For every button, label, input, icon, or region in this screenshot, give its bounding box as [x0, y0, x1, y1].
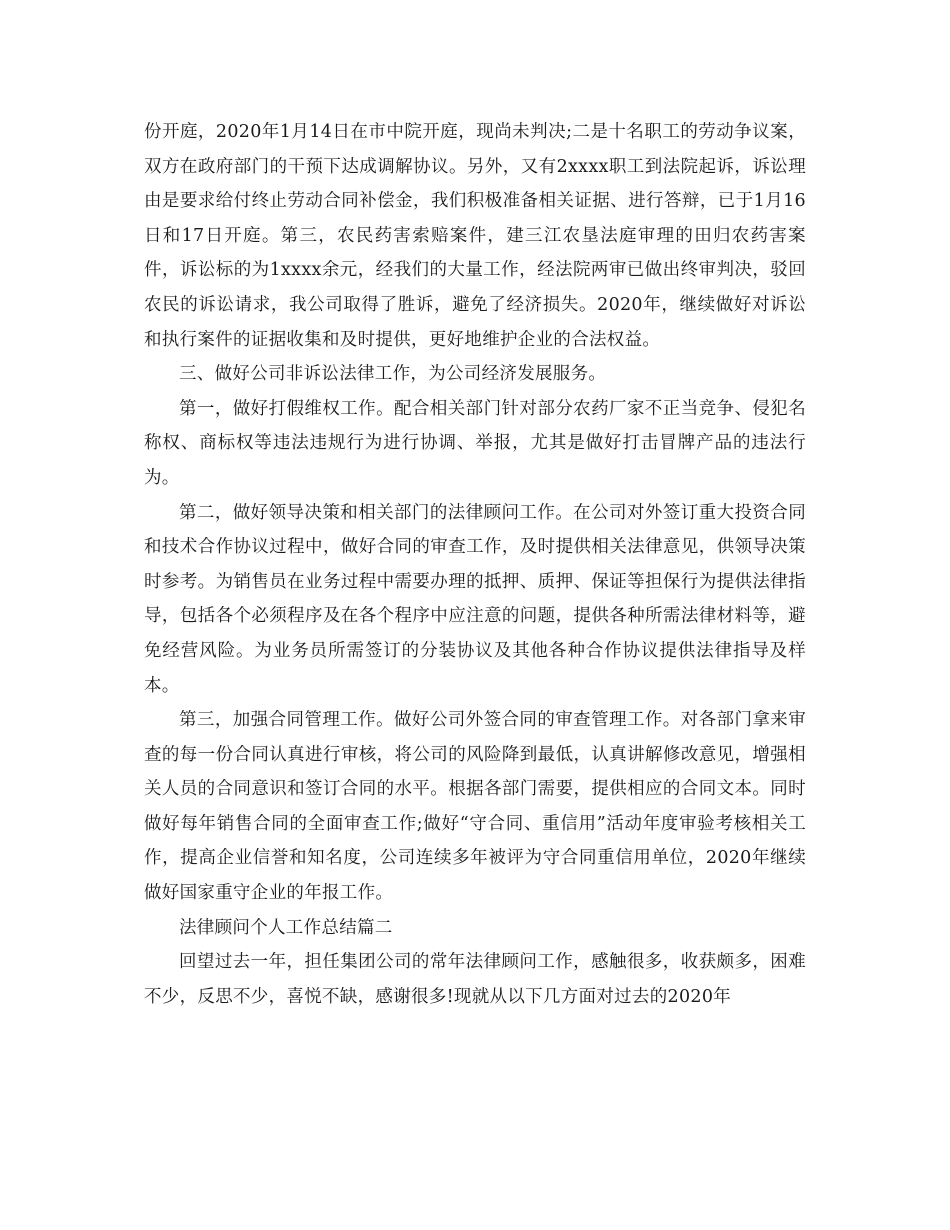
document-body [144, 115, 806, 1014]
paragraph-contract-management: 第三，加强合同管理工作。做好公司外签合同的审查管理工作。对各部门拿来审查的每一份合同认真进行审核，将公司的风险降到最低，认真讲解修改意见，增强相关人员的合同意识和签订合同的水平。根据各部门需要，提供相应的合同文本。同时做好每年销售合同的全面审查工作;做好“守合同、重信用”活动年度审验考核相关工作，提高企业信誉和知名度，公司连续多年被评为守合同重信用单位，2020年继续做好国家重守企业的年报工作。 [144, 710, 806, 904]
paragraph-litigation-cases: 份开庭，2020年1月14日在市中院开庭，现尚未判决;二是十名职工的劳动争议案，双方在政府部门的干预下达成调解协议。另外，又有2xxxx职工到法院起诉，诉讼理由是要求给付终止劳动合同补偿金，我们积极准备相关证据、进行答辩，已于1月16日和17日开庭。第三，农民药害索赔案件，建三江农垦法庭审理的田归农药害案件，诉讼标的为1xxxx余元，经我们的大量工作，经法院两审已做出终审判决，驳回农民的诉讼请求，我公司取得了胜诉，避免了经济损失。2020年，继续做好对诉讼和执行案件的证据收集和及时提供，更好地维护企业的合法权益。 [144, 122, 806, 350]
paragraph-year-review: 回望过去一年，担任集团公司的常年法律顾问工作，感触很多，收获颇多，困难不少，反思不少，喜悦不缺，感谢很多!现就从以下几方面对过去的2020年 [144, 952, 806, 1007]
paragraph-anti-counterfeit: 第一，做好打假维权工作。配合相关部门针对部分农药厂家不正当竞争、侵犯名称权、商标权等违法违规行为进行协调、举报，尤其是做好打击冒牌产品的违法行为。 [144, 398, 806, 488]
section-heading-non-litigation: 三、做好公司非诉讼法律工作，为公司经济发展服务。 [179, 364, 607, 385]
section-title-part-two: 法律顾问个人工作总结篇二 [179, 917, 393, 938]
paragraph-legal-advisory: 第二，做好领导决策和相关部门的法律顾问工作。在公司对外签订重大投资合同和技术合作协议过程中，做好合同的审查工作，及时提供相关法律意见，供领导决策时参考。为销售员在业务过程中需要办理的抵押、质押、保证等担保行为提供法律指导，包括各个必须程序及在各个程序中应注意的问题，提供各种所需法律材料等，避免经营风险。为业务员所需签订的分装协议及其他各种合作协议提供法律指导及样本。 [144, 502, 806, 696]
